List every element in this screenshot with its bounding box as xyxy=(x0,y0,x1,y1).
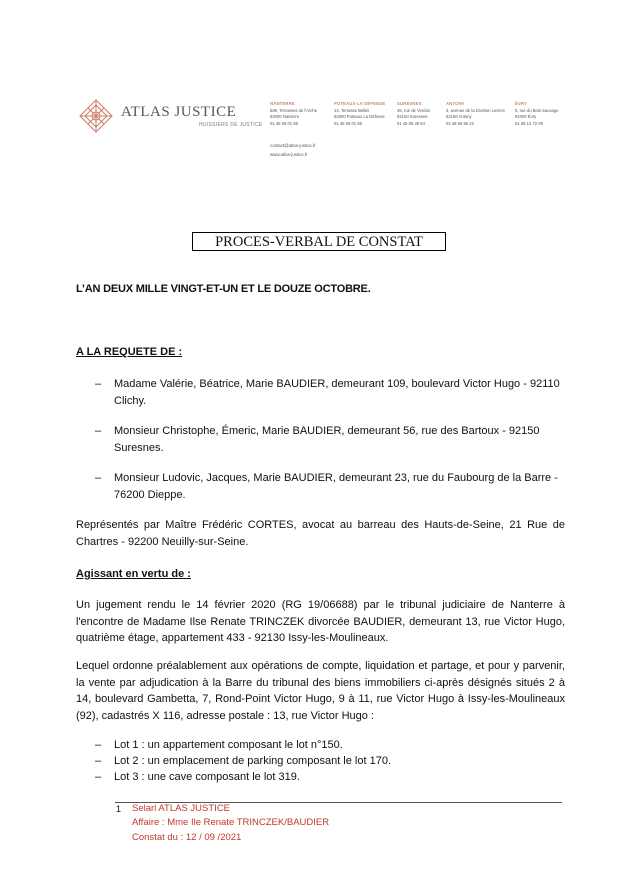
office-city: NANTERRE xyxy=(270,101,295,106)
lot-item: Lot 1 : un appartement composant le lot n°150. xyxy=(114,739,343,751)
requerant-item: Monsieur Ludovic, Jacques, Marie BAUDIER, demeurant 23, rue du Faubourg de la Barre - 76200 Dieppe. xyxy=(114,472,558,501)
list-dash: – xyxy=(95,739,102,751)
office-city: ÉVRY xyxy=(515,101,528,106)
requerant-item: Monsieur Christophe, Émeric, Marie BAUDIER, demeurant 56, rue des Bartoux - 92150 Suresnes. xyxy=(114,425,540,454)
lot-item: Lot 2 : un emplacement de parking composant le lot 170. xyxy=(114,755,392,767)
ordonne-paragraph: Lequel ordonne préalablement aux opérations de compte, liquidation et partage, et pour y parvenir, la vente par adjudication à la Barre du tribunal des biens immobiliers ci-après désignés situés 2 à 14, boulevard Gambetta, 7, Rond-Point Victor Hugo, 9 à 11, rue Victor Hugo à Issy-les-Moulineaux (92), cadastrés X 116, adresse postale : 13, rue Victor Hugo : xyxy=(76,660,565,722)
office-address-line: 36, rue de Verdun xyxy=(397,107,431,113)
office-address-line: 92150 Suresnes xyxy=(397,114,428,119)
contact-email[interactable]: contact@atlas-justice.fr xyxy=(270,143,316,148)
document-title: PROCES-VERBAL DE CONSTAT xyxy=(192,232,446,251)
footer-affaire: Affaire : Mme Ile Renate TRINCZEK/BAUDIER xyxy=(132,817,330,828)
office-nanterre xyxy=(270,101,340,127)
office-antony xyxy=(446,101,516,127)
atlas-justice-logo xyxy=(78,98,114,134)
office-city: PUTEAUX-LA DÉFENSE xyxy=(334,101,386,106)
page-number: 1 xyxy=(116,804,122,814)
date-line: L’AN DEUX MILLE VINGT-ET-UN ET LE DOUZE OCTOBRE. xyxy=(76,283,371,295)
vertu-heading: Agissant en vertu de : xyxy=(76,568,191,580)
office-address-line: 589, Terrasses de l'Arche xyxy=(270,107,318,113)
footer-company: Selarl ATLAS JUSTICE xyxy=(132,803,231,814)
list-dash: – xyxy=(95,378,102,390)
office-city: SURESNES xyxy=(397,101,422,106)
office-puteaux xyxy=(334,101,404,127)
office-address-line: 14, Terrasse Bellini xyxy=(334,107,370,113)
footer-constat-date: Constat du : 12 / 09 /2021 xyxy=(132,832,242,843)
office-address-line: 92160 Antony xyxy=(446,114,472,119)
jugement-paragraph: Un jugement rendu le 14 février 2020 (RG 19/06688) par le tribunal judiciaire de Nanterre à l'encontre de Madame Ilse Renate TRINCZEK divorcée BAUDIER, demeurant 13, rue Victor Hugo, quatrième étage, appartement 433 - 92130 Issy-les-Moulineaux. xyxy=(76,599,565,644)
office-address-line: 92800 Puteaux La Défense xyxy=(334,114,385,119)
office-evry xyxy=(515,101,585,127)
brand-subtitle: HUISSIERS DE JUSTICE xyxy=(199,122,263,128)
office-phone: 01 45 06 49 64 xyxy=(397,120,425,126)
requete-heading: A LA REQUETE DE : xyxy=(76,346,183,358)
requerant-item: Madame Valérie, Béatrice, Marie BAUDIER, demeurant 109, boulevard Victor Hugo - 92110 Clichy. xyxy=(114,378,560,407)
contact-block xyxy=(270,141,316,159)
list-dash: – xyxy=(95,755,102,767)
office-address-line: 6, rue du Bois Sauvage xyxy=(515,107,559,113)
brand-name: ATLAS JUSTICE xyxy=(121,104,237,120)
office-city: ANTONY xyxy=(446,101,465,106)
office-phone: 01 45 06 01 56 xyxy=(270,120,298,126)
contact-website[interactable]: www.atlas-justice.fr xyxy=(270,152,308,157)
list-dash: – xyxy=(95,771,102,783)
office-address-line: 3, avenue de la Division Leclerc xyxy=(446,107,506,113)
office-phone: 02 46 66 55 22 xyxy=(446,120,474,126)
list-dash: – xyxy=(95,472,102,484)
representation-paragraph: Représentés par Maître Frédéric CORTES, avocat au barreau des Hauts-de-Seine, 21 Rue de Chartres - 92200 Neuilly-sur-Seine. xyxy=(76,519,565,548)
office-phone: 01 45 06 01 56 xyxy=(334,120,362,126)
list-dash: – xyxy=(95,425,102,437)
office-address-line: 92000 Nanterre xyxy=(270,114,300,119)
lot-item: Lot 3 : une cave composant le lot 319. xyxy=(114,771,300,783)
office-phone: 01 69 12 72 09 xyxy=(515,120,543,126)
office-address-line: 91000 Évry xyxy=(515,114,537,119)
